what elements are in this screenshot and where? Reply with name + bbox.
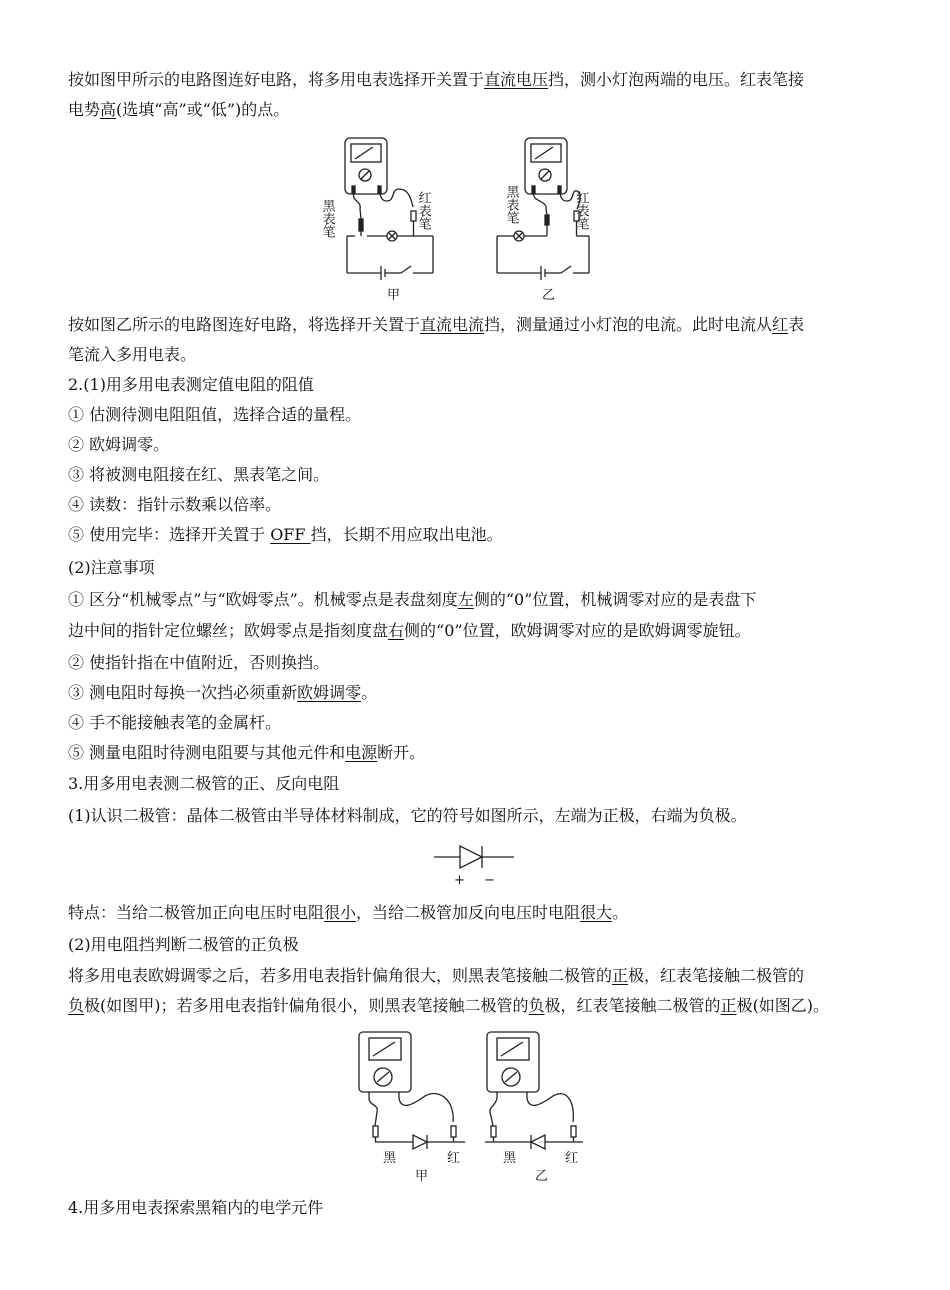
plus-label: +: [454, 873, 465, 888]
note-1a: ① 区分“机械零点”与“欧姆零点”。机械零点是表盘刻度左侧的“0”位置，机械调零对应的是表盘下: [68, 590, 757, 609]
multimeter-jia: [359, 1032, 465, 1149]
caption-yi: 乙: [542, 288, 556, 303]
step-2: ② 欧姆调零。: [68, 435, 170, 454]
caption-yi-2: 乙: [535, 1169, 549, 1184]
diode-test-figure: [355, 1030, 595, 1185]
section-3-title: 3.用多用电表测二极管的正、反向电阻: [68, 774, 340, 793]
diode-symbol-figure: [432, 840, 518, 890]
multimeter-yi: [485, 1032, 583, 1149]
black-probe-label-a: 黑表笔: [319, 199, 335, 238]
note-4: ④ 手不能接触表笔的金属杆。: [68, 713, 282, 732]
para-current-1: 按如图乙所示的电路图连好电路，将选择开关置于直流电流挡，测量通过小灯泡的电流。此时电流从红表: [68, 315, 805, 334]
section-4-title: 4.用多用电表探索黑箱内的电学元件: [68, 1198, 324, 1217]
para-voltage-2: 电势高(选填“高”或“低”)的点。: [68, 100, 290, 119]
red-label-yi: 红: [565, 1151, 579, 1166]
step-1: ① 估测待测电阻阻值，选择合适的量程。: [68, 405, 362, 424]
note-1b: 边中间的指针定位螺丝；欧姆零点是指刻度盘右侧的“0”位置，欧姆调零对应的是欧姆调零旋钮。: [68, 621, 751, 640]
black-probe-label-b: 黑表笔: [503, 185, 519, 224]
polarity-title: (2)用电阻挡判断二极管的正负极: [68, 935, 299, 954]
minus-label: −: [484, 873, 495, 888]
diode-intro: (1)认识二极管：晶体二极管由半导体材料制成，它的符号如图所示，左端为正极，右端为负极。: [68, 806, 747, 825]
circuit-figure: [319, 135, 615, 305]
section-2-title: 2.(1)用多用电表测定值电阻的阻值: [68, 375, 314, 394]
para-current-2: 笔流入多用电表。: [68, 345, 197, 364]
caption-jia-2: 甲: [415, 1169, 429, 1184]
black-label-yi: 黑: [503, 1151, 517, 1166]
polarity-para-2: 负极(如图甲)；若多用电表指针偏角很小，则黑表笔接触二极管的负极，红表笔接触二极管的正极(如图乙)。: [68, 996, 830, 1015]
red-probe-label-a: 红表笔: [415, 191, 431, 230]
note-2: ② 使指针指在中值附近，否则换挡。: [68, 653, 330, 672]
red-probe-label-b: 红表笔: [573, 191, 589, 230]
note-3: ③ 测电阻时每换一次挡必须重新欧姆调零。: [68, 683, 378, 702]
red-label-jia: 红: [447, 1151, 461, 1166]
caption-jia: 甲: [387, 288, 401, 303]
step-3: ③ 将被测电阻接在红、黑表笔之间。: [68, 465, 330, 484]
para-voltage-1: 按如图甲所示的电路图连好电路，将多用电表选择开关置于直流电压挡，测小灯泡两端的电压。红表笔接: [68, 70, 805, 89]
step-4: ④ 读数：指针示数乘以倍率。: [68, 495, 282, 514]
diode-feature: 特点：当给二极管加正向电压时电阻很小，当给二极管加反向电压时电阻很大。: [68, 903, 629, 922]
notes-title: (2)注意事项: [68, 558, 155, 577]
note-5: ⑤ 测量电阻时待测电阻要与其他元件和电源断开。: [68, 743, 426, 762]
black-label-jia: 黑: [383, 1151, 397, 1166]
step-5: ⑤ 使用完毕：选择开关置于 OFF 挡，长期不用应取出电池。: [68, 525, 503, 544]
polarity-para-1: 将多用电表欧姆调零之后，若多用电表指针偏角很大，则黑表笔接触二极管的正极，红表笔接触二极管的: [68, 966, 805, 985]
